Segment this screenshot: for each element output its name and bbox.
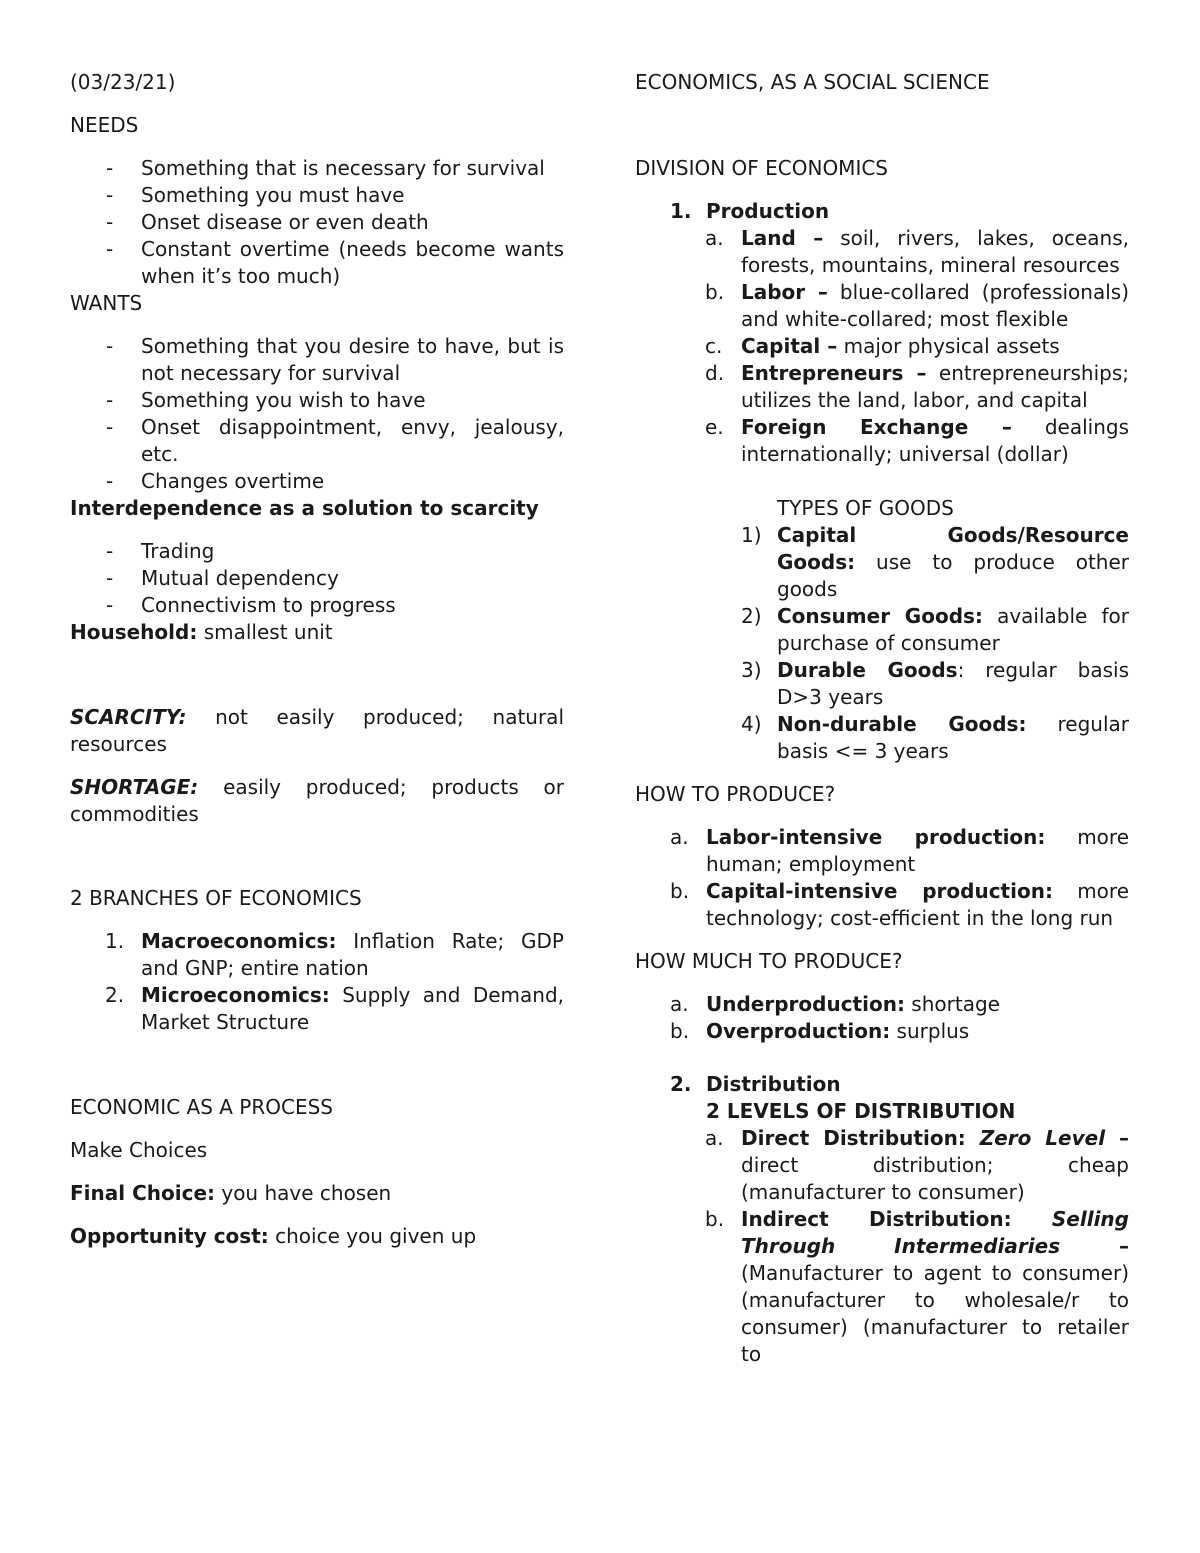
distribution-levels-title: 2 LEVELS OF DISTRIBUTION [706,1099,1016,1123]
list-item: 3) Durable Goods: regular basis D>3 years [741,658,1129,709]
shortage-definition: SHORTAGE: easily produced; products or commodities [70,775,564,826]
list-item: e. Foreign Exchange – dealings internationally; universal (dollar) [705,415,1129,466]
needs-title: NEEDS [70,113,139,137]
how-to-produce-title: HOW TO PRODUCE? [635,782,836,806]
list-item: b. Labor – blue-collared (professionals) and white-collared; most flexible [705,280,1129,331]
list-item: b. Capital-intensive production: more technology; cost-efficient in the long run [670,879,1129,930]
date-heading: (03/23/21) [70,70,176,94]
right-column [635,69,1129,1368]
branches-title: 2 BRANCHES OF ECONOMICS [70,886,362,910]
list-item: - Connectivism to progress [70,592,564,619]
final-choice: Final Choice: you have chosen [70,1181,392,1205]
list-item: 1. Macroeconomics: Inflation Rate; GDP and GNP; entire nation [105,929,564,980]
list-item: a. Underproduction: shortage [670,992,1000,1016]
interdependence-list [70,538,564,619]
scarcity-definition: SCARCITY: not easily produced; natural resources [70,705,564,756]
list-item: b. Indirect Distribution: Selling Through Intermediaries – (Manufacturer to agent to consumer) (manufacturer to wholesale/r to consumer) (manufacturer to retailer to [705,1207,1130,1366]
list-item: 1. Production [670,199,830,223]
opportunity-cost: Opportunity cost: choice you given up [70,1224,477,1248]
how-much-title: HOW MUCH TO PRODUCE? [635,949,903,973]
list-item: - Onset disease or even death [70,209,564,236]
list-item: - Something that you desire to have, but is not necessary for survival [70,333,564,387]
list-item: 1) Capital Goods/Resource Goods: use to produce other goods [741,523,1129,601]
page-title: ECONOMICS, AS A SOCIAL SCIENCE [635,70,990,94]
list-item: 4) Non-durable Goods: regular basis <= 3 years [741,712,1129,763]
list-item: 2. Distribution [670,1072,841,1096]
list-item: b. Overproduction: surplus [670,1019,970,1043]
distribution-heading [635,1071,1129,1098]
make-choices: Make Choices [70,1138,208,1162]
how-to-produce-list [635,824,1129,932]
process-title: ECONOMIC AS A PROCESS [70,1095,333,1119]
division-title: DIVISION OF ECONOMICS [635,156,888,180]
household-definition: Household: smallest unit [70,620,333,644]
production-heading [635,198,1129,225]
how-much-list [635,991,1129,1045]
list-item: c. Capital – major physical assets [705,334,1060,358]
needs-list [70,155,564,290]
production-factors-list [635,225,1129,468]
list-item: - Something you wish to have [70,387,564,414]
list-item: - Mutual dependency [70,565,564,592]
list-item: - Changes overtime [70,468,564,495]
branches-list [70,928,564,1036]
list-item: 2) Consumer Goods: available for purchase of consumer [741,604,1129,655]
list-item: a. Land – soil, rivers, lakes, oceans, forests, mountains, mineral resources [705,226,1129,277]
list-item: - Something you must have [70,182,564,209]
list-item: - Something that is necessary for survival [70,155,564,182]
list-item: a. Direct Distribution: Zero Level – direct distribution; cheap (manufacturer to consumer) [705,1126,1129,1204]
list-item: d. Entrepreneurs – entrepreneurships; utilizes the land, labor, and capital [705,361,1129,412]
left-column [70,69,564,1250]
wants-title: WANTS [70,291,143,315]
interdependence-title: Interdependence as a solution to scarcity [70,496,539,520]
wants-list [70,333,564,495]
list-item: - Constant overtime (needs become wants when it’s too much) [70,236,564,290]
distribution-list [635,1125,1129,1368]
list-item: 2. Microeconomics: Supply and Demand, Market Structure [105,983,564,1034]
list-item: a. Labor-intensive production: more human; employment [670,825,1129,876]
list-item: - Trading [70,538,564,565]
goods-list [635,522,1129,765]
list-item: - Onset disappointment, envy, jealousy, etc. [70,414,564,468]
goods-title: TYPES OF GOODS [777,496,954,520]
